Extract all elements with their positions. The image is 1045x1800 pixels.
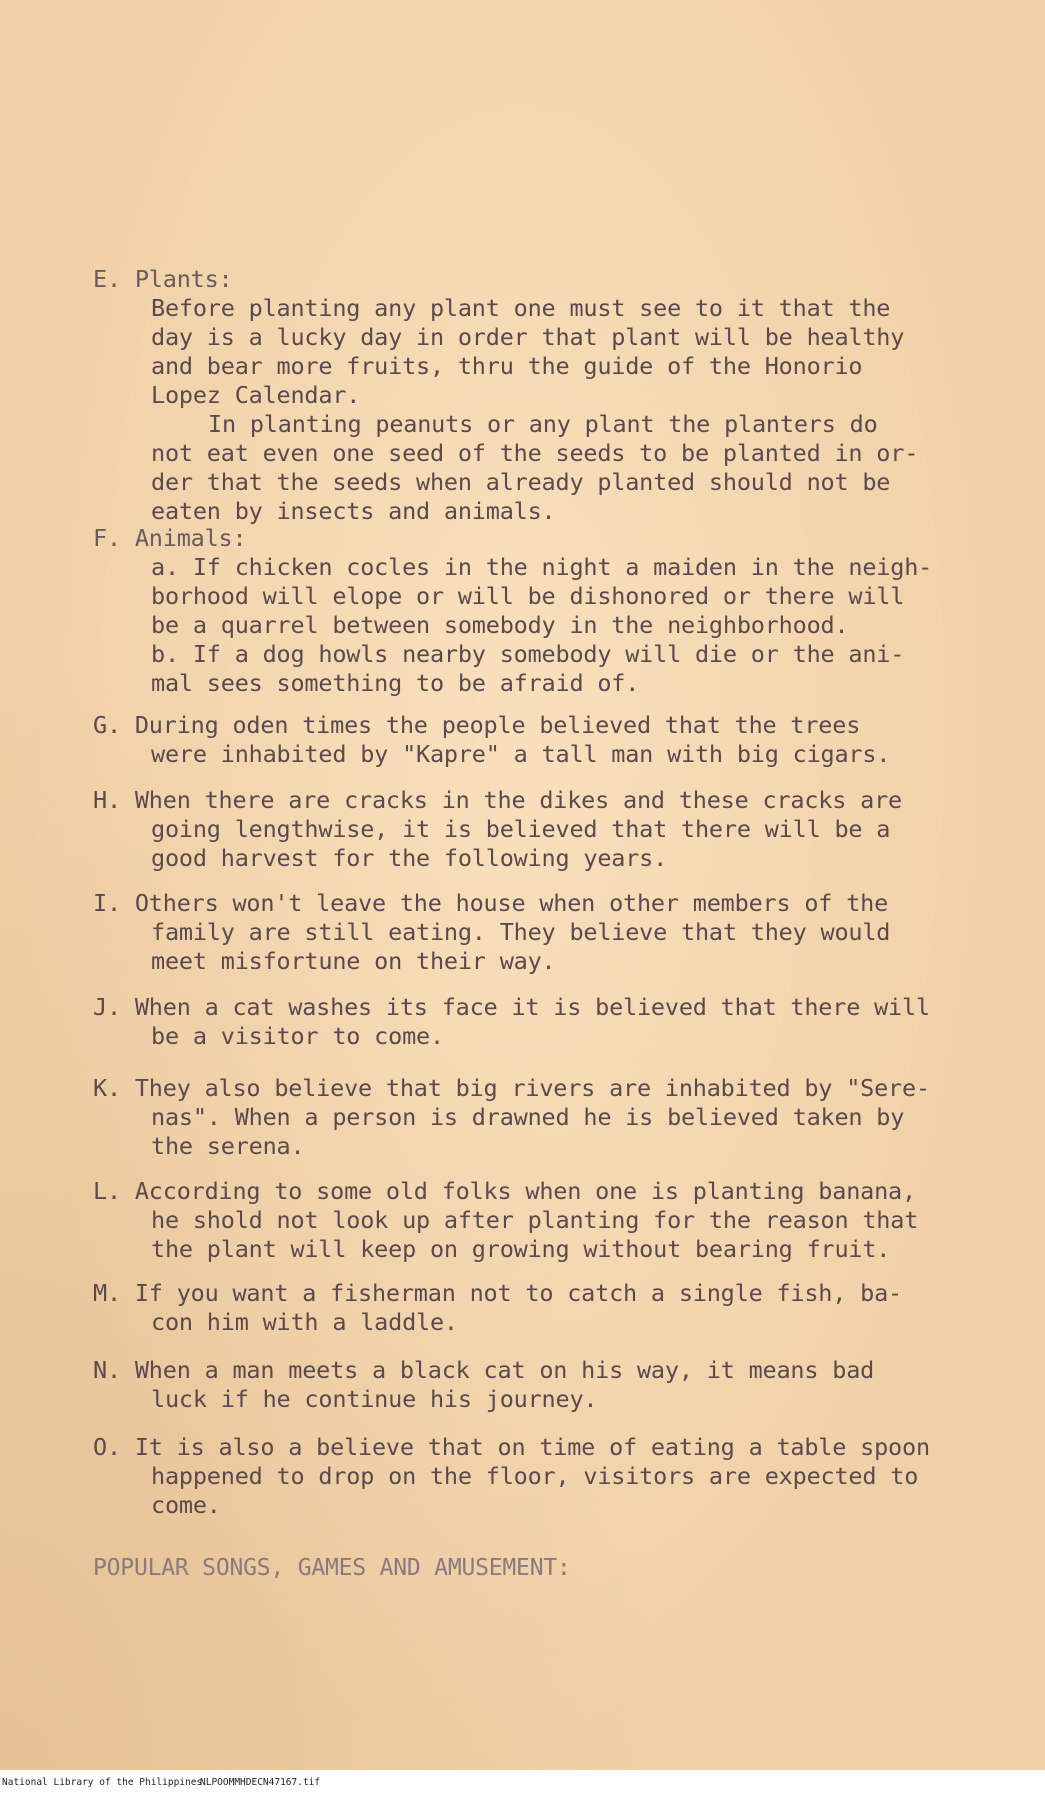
- section-o: [93, 1433, 930, 1520]
- text-line: O. It is also a believe that on time of eating a table spoon: [93, 1433, 930, 1461]
- section-heading: E. Plants:: [93, 265, 233, 293]
- section-g: [93, 711, 890, 769]
- text-line: luck if he continue his journey.: [151, 1385, 598, 1413]
- text-line: Lopez Calendar.: [151, 381, 361, 409]
- text-line: mal sees something to be afraid of.: [151, 669, 640, 697]
- text-line: L. According to some old folks when one is planting banana,: [93, 1177, 916, 1205]
- section-j: [93, 993, 930, 1051]
- text-line: be a quarrel between somebody in the neighborhood.: [151, 611, 849, 639]
- section-m: [93, 1279, 902, 1337]
- text-line: he shold not look up after planting for the reason that: [151, 1206, 919, 1234]
- section-f-animals: [93, 524, 932, 698]
- section-h: [93, 786, 902, 873]
- scan-footer: [0, 1770, 1045, 1800]
- text-line: nas". When a person is drawned he is believed taken by: [151, 1103, 905, 1131]
- section-i: [93, 889, 890, 976]
- section-n: [93, 1356, 874, 1414]
- text-line: not eat even one seed of the seeds to be planted in or-: [151, 439, 919, 467]
- popular-songs-heading: POPULAR SONGS, GAMES AND AMUSEMENT:: [93, 1555, 571, 1581]
- text-line: meet misfortune on their way.: [151, 947, 556, 975]
- text-line: the plant will keep on growing without bearing fruit.: [151, 1235, 891, 1263]
- text-line: G. During oden times the people believed that the trees: [93, 711, 861, 739]
- text-line: happened to drop on the floor, visitors are expected to: [151, 1462, 919, 1490]
- text-line: M. If you want a fisherman not to catch a single fish, ba-: [93, 1279, 902, 1307]
- text-line: a. If chicken cocles in the night a maiden in the neigh-: [151, 553, 933, 581]
- section-e-plants: [93, 265, 918, 526]
- text-line: were inhabited by "Kapre" a tall man with big cigars.: [151, 740, 891, 768]
- text-line: day is a lucky day in order that plant will be healthy: [151, 323, 905, 351]
- text-line: be a visitor to come.: [151, 1022, 444, 1050]
- text-line: b. If a dog howls nearby somebody will die or the ani-: [151, 640, 905, 668]
- text-line: H. When there are cracks in the dikes and these cracks are: [93, 786, 902, 814]
- text-line: family are still eating. They believe that they would: [151, 918, 891, 946]
- section-heading: F. Animals:: [93, 524, 247, 552]
- section-l: [93, 1177, 918, 1264]
- text-line: borhood will elope or will be dishonored or there will: [151, 582, 905, 610]
- text-line: the serena.: [151, 1132, 305, 1160]
- text-line: N. When a man meets a black cat on his way, it means bad: [93, 1356, 875, 1384]
- text-line: eaten by insects and animals.: [151, 497, 556, 525]
- section-k: [93, 1074, 930, 1161]
- text-line: come.: [151, 1491, 221, 1519]
- text-line: Before planting any plant one must see to it that the: [151, 294, 891, 322]
- text-line: going lengthwise, it is believed that there will be a: [151, 815, 891, 843]
- text-line: good harvest for the following years.: [151, 844, 668, 872]
- text-line: K. They also believe that big rivers are inhabited by "Sere-: [93, 1074, 930, 1102]
- text-line: der that the seeds when already planted should not be: [151, 468, 891, 496]
- text-line: and bear more fruits, thru the guide of the Honorio: [151, 352, 863, 380]
- text-line: In planting peanuts or any plant the planters do: [208, 410, 878, 438]
- library-credit: National Library of the Philippines: [2, 1777, 203, 1788]
- text-line: con him with a laddle.: [151, 1308, 458, 1336]
- text-line: J. When a cat washes its face it is believed that there will: [93, 993, 930, 1021]
- text-line: I. Others won't leave the house when other members of the: [93, 889, 889, 917]
- scan-filename: NLPOOMMHDECN47167.tif: [200, 1777, 321, 1788]
